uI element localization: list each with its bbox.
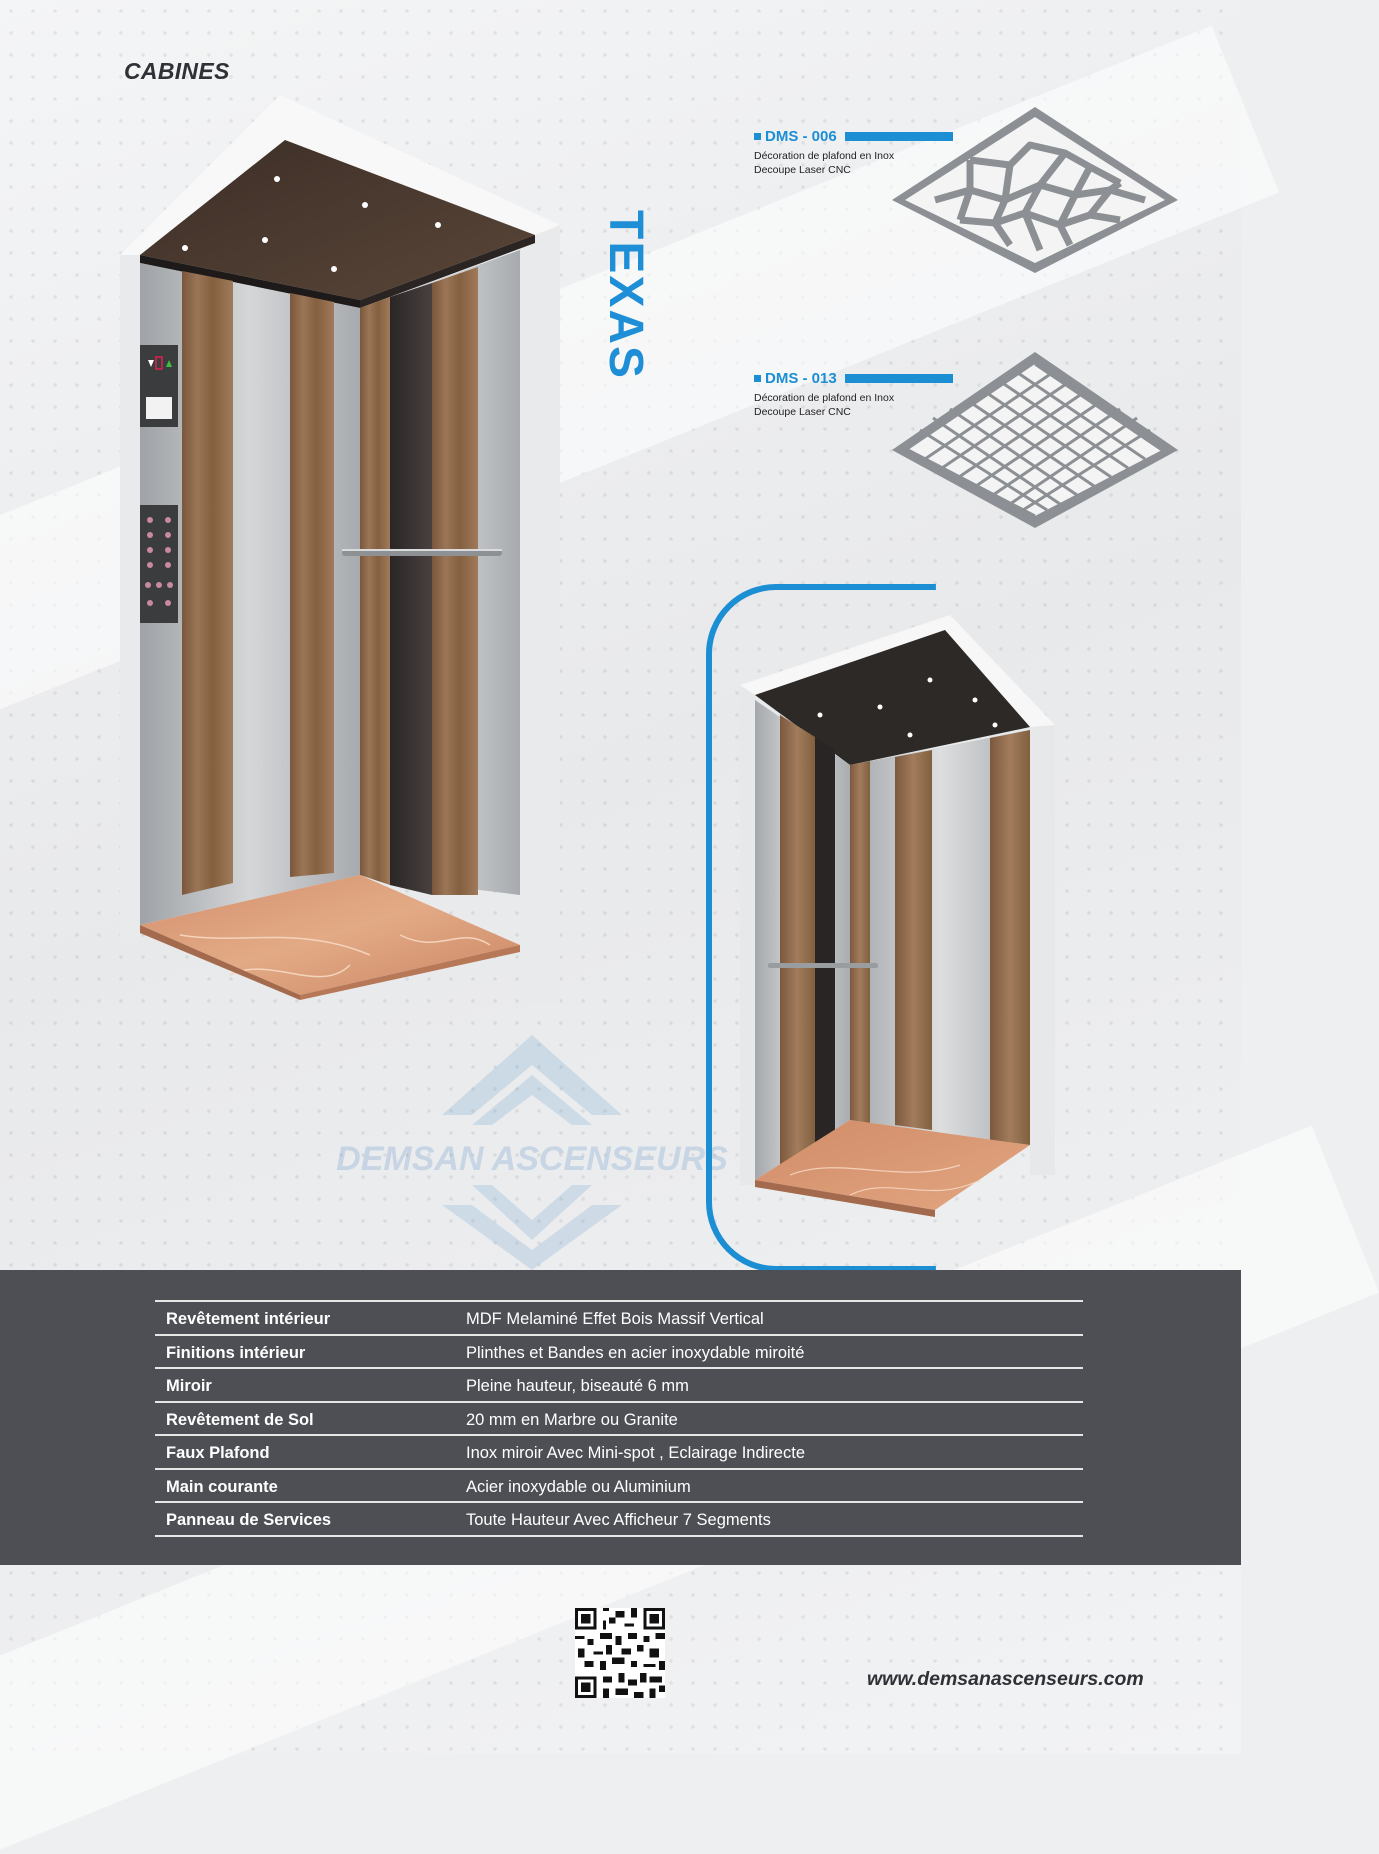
- website-link[interactable]: www.demsanascenseurs.com: [867, 1668, 1144, 1690]
- table-row: [155, 1301, 1083, 1335]
- spec-label: Faux Plafond: [155, 1435, 455, 1469]
- spec-label: Panneau de Services: [155, 1502, 455, 1536]
- deco-line1: Décoration de plafond en Inox: [754, 150, 895, 162]
- spec-value: MDF Melaminé Effet Bois Massif Vertical: [455, 1301, 1083, 1335]
- model-name: TEXAS: [599, 210, 652, 381]
- demsan-logo: [336, 1035, 728, 1265]
- table-row: [155, 1368, 1083, 1402]
- table-row: [155, 1402, 1083, 1436]
- spec-label: Main courante: [155, 1469, 455, 1503]
- watermark-text: DEMSAN ASCENSEURS: [336, 1140, 728, 1178]
- main-cabin-image: [120, 95, 600, 1105]
- ceiling-deco-013-image: [890, 350, 1180, 530]
- table-row: [155, 1469, 1083, 1503]
- spec-label: Revêtement de Sol: [155, 1402, 455, 1436]
- secondary-cabin-image: [700, 585, 1130, 1275]
- section-title: CABINES: [124, 58, 230, 84]
- deco-code: DMS - 013: [765, 370, 837, 387]
- spec-value: Pleine hauteur, biseauté 6 mm: [455, 1368, 1083, 1402]
- spec-value: Toute Hauteur Avec Afficheur 7 Segments: [455, 1502, 1083, 1536]
- table-row: [155, 1335, 1083, 1369]
- table-row: [155, 1502, 1083, 1536]
- ceiling-deco-006-image: [890, 105, 1180, 275]
- spec-label: Finitions intérieur: [155, 1335, 455, 1369]
- deco-line1: Décoration de plafond en Inox: [754, 392, 895, 404]
- bullet-icon: [754, 375, 761, 382]
- spec-value: Plinthes et Bandes en acier inoxydable miroité: [455, 1335, 1083, 1369]
- spec-label: Miroir: [155, 1368, 455, 1402]
- table-row: [155, 1435, 1083, 1469]
- spec-value: 20 mm en Marbre ou Granite: [455, 1402, 1083, 1436]
- deco-code: DMS - 006: [765, 128, 837, 145]
- spec-band: [0, 1270, 1241, 1565]
- deco-line2: Decoupe Laser CNC: [754, 406, 851, 418]
- spec-table: [155, 1300, 1083, 1537]
- spec-value: Acier inoxydable ou Aluminium: [455, 1469, 1083, 1503]
- deco-line2: Decoupe Laser CNC: [754, 164, 851, 176]
- spec-value: Inox miroir Avec Mini-spot , Eclairage Indirecte: [455, 1435, 1083, 1469]
- qr-code-icon[interactable]: [575, 1608, 665, 1698]
- bullet-icon: [754, 133, 761, 140]
- spec-label: Revêtement intérieur: [155, 1301, 455, 1335]
